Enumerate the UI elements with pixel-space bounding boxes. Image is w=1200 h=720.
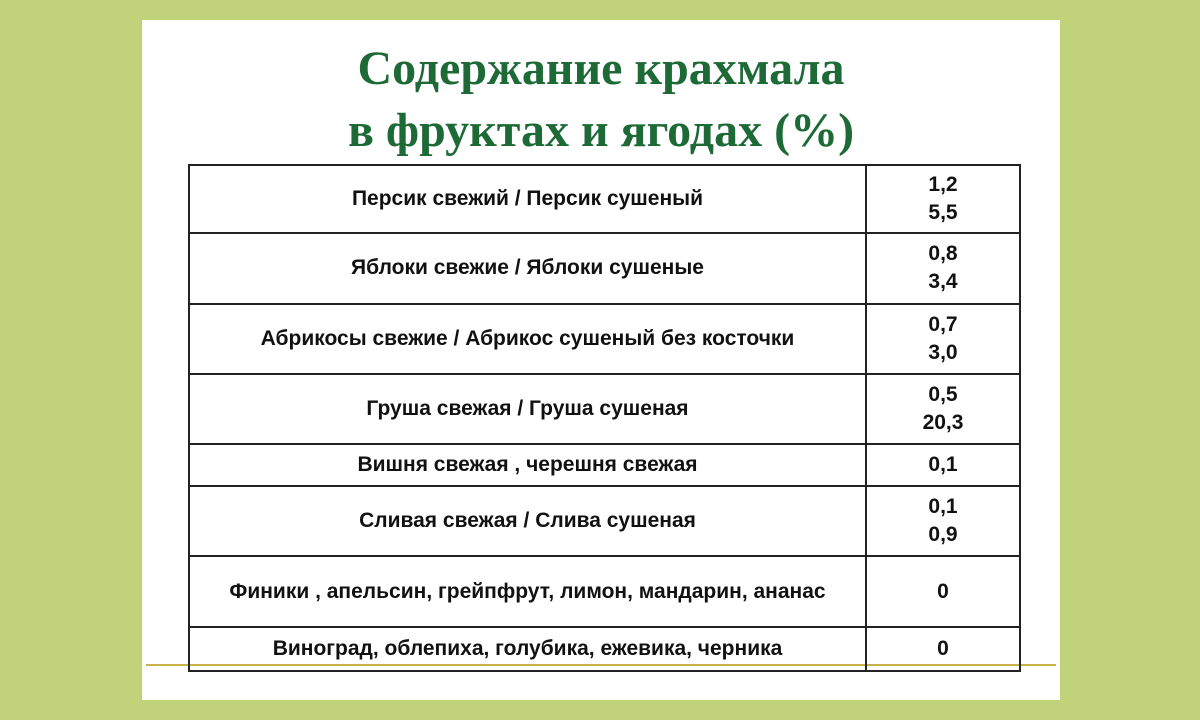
value-cell: [866, 556, 1020, 626]
value-fresh: 0,1: [928, 453, 958, 477]
table-row: [189, 233, 1020, 303]
value-cell: [866, 444, 1020, 486]
value-dried: 3,4: [928, 270, 958, 294]
slide: [142, 20, 1060, 700]
product-cell: Абрикосы свежие / Абрикос сушеный без косточки: [189, 304, 866, 374]
value-dried: 20,3: [922, 410, 964, 434]
table-row: [189, 444, 1020, 486]
title-line-2: в фруктах и ягодах (%): [347, 104, 855, 157]
product-cell: Финики , апельсин, грейпфрут, лимон, мандарин, ананас: [189, 556, 866, 626]
value-cell: [866, 304, 1020, 374]
table-row: [189, 374, 1020, 444]
value-cell: [866, 486, 1020, 556]
table-row: [189, 556, 1020, 626]
product-cell: Сливая свежая / Слива сушеная: [189, 486, 866, 556]
value-fresh: 0: [937, 579, 949, 603]
value-fresh: 0,8: [928, 242, 958, 266]
value-dried: 0,9: [928, 523, 958, 547]
product-cell: Персик свежий / Персик сушеный: [189, 165, 866, 233]
product-cell: Груша свежая / Груша сушеная: [189, 374, 866, 444]
value-cell: [866, 627, 1020, 671]
product-cell: Виноград, облепиха, голубика, ежевика, черника: [189, 627, 866, 671]
value-cell: [866, 165, 1020, 233]
value-dried: 3,0: [928, 340, 958, 364]
value-cell: [866, 233, 1020, 303]
table-row: [189, 304, 1020, 374]
title-line-1: Содержание крахмала: [357, 42, 845, 95]
page-title: [142, 38, 1060, 162]
value-fresh: 0: [937, 636, 949, 660]
table-row: [189, 486, 1020, 556]
value-fresh: 0,1: [928, 495, 958, 519]
table-row: [189, 165, 1020, 233]
value-fresh: 0,5: [928, 382, 958, 406]
value-fresh: 1,2: [928, 173, 958, 197]
product-cell: Яблоки свежие / Яблоки сушеные: [189, 233, 866, 303]
starch-table: [188, 164, 1021, 672]
value-dried: 5,5: [928, 201, 958, 225]
table-row: [189, 627, 1020, 671]
value-cell: [866, 374, 1020, 444]
product-cell: Вишня свежая , черешня свежая: [189, 444, 866, 486]
value-fresh: 0,7: [928, 312, 958, 336]
